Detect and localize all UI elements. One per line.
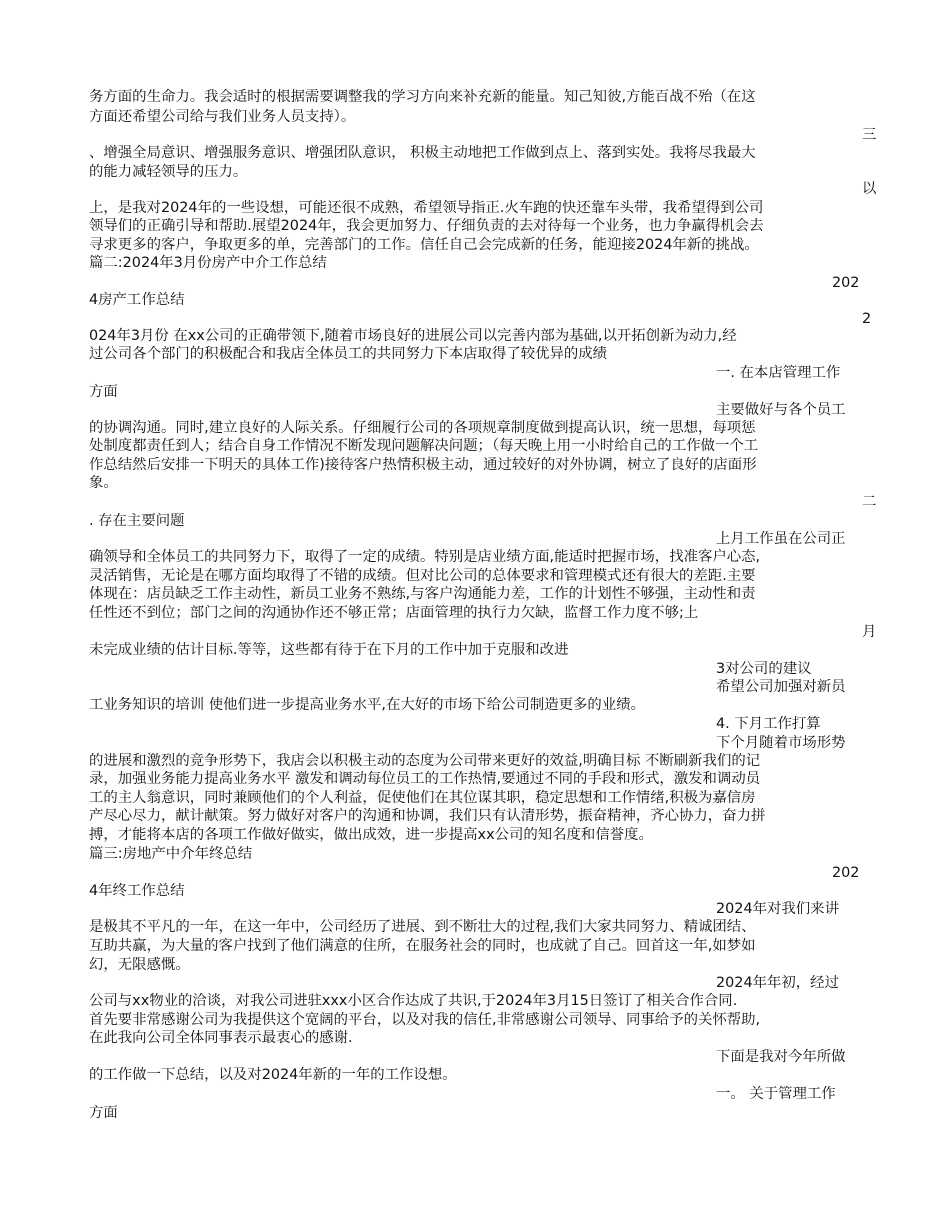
text-line: 方面 (89, 384, 118, 400)
text-line: 上，是我对2024年的一些设想，可能还很不成熟，希望领导指正.火车跑的快还靠车头带，我希望得到公司 (89, 200, 764, 216)
text-line: 作总结然后安排一下明天的具体工作)接待客户热情积极主动，通过较好的对外协调，树立了良好的店面形 (89, 457, 757, 473)
text-line: 方面还希望公司给与我们业务人员支持）。 (89, 109, 356, 125)
text-line: 4年终工作总结 (89, 883, 185, 899)
text-line: 202 (832, 865, 860, 881)
text-line: 上月工作虽在公司正 (716, 531, 846, 547)
text-line: . 存在主要问题 (89, 513, 185, 529)
text-line: 过公司各个部门的积极配合和我店全体员工的共同努力下本店取得了较优异的成绩 (89, 346, 608, 362)
text-line: 2024年对我们来讲 (716, 901, 839, 917)
text-line: 202 (832, 275, 860, 291)
text-line: 的协调沟通。同时,建立良好的人际关系。仔细履行公司的各项规章制度做到提高认识，统一思想，每项惩 (89, 420, 756, 436)
section-heading: 篇三:房地产中介年终总结 (89, 846, 253, 862)
text-line: 以 (862, 181, 877, 197)
section-heading: 篇二:2024年3月份房产中介工作总结 (89, 255, 327, 271)
text-line: 希望公司加强对新员 (716, 679, 846, 695)
text-line: 处制度都责任到人；结合自身工作情况不断发现问题解决问题；（每天晚上用一小时给自己的工作做一个工 (89, 438, 759, 454)
text-line: 寻求更多的客户，争取更多的单，完善部门的工作。信任自己会完成新的任务，能迎接2024年新的挑战。 (89, 237, 759, 253)
text-line: 二 (862, 494, 877, 510)
text-line: 一。 关于管理工作 (716, 1086, 836, 1102)
text-line: 灵活销售，无论是在哪方面均取得了不错的成绩。但对比公司的总体要求和管理模式还有很大的差距.主要 (89, 568, 756, 584)
text-line: 产尽心尽力，献计献策。努力做好对客户的沟通和协调，我们只有认清形势，振奋精神，齐心协力，奋力拼 (89, 808, 766, 824)
text-line: 月 (862, 624, 877, 640)
text-line: 主要做好与各个员工 (716, 402, 846, 418)
text-line: 024年3月份 在xx公司的正确带领下,随着市场良好的进展公司以完善内部为基础,以开拓创新为动力,经 (89, 328, 737, 344)
text-line: 4. 下月工作打算 (716, 716, 821, 732)
text-line: 的工作做一下总结，以及对2024年新的一年的工作设想。 (89, 1067, 457, 1083)
text-line: 工的主人翁意识，同时兼顾他们的个人利益，促使他们在其位谋其职，稳定思想和工作情绪,积极为嘉信房 (89, 790, 756, 806)
text-line: 方面 (89, 1105, 118, 1121)
text-line: 的能力减轻领导的压力。 (89, 164, 248, 180)
text-line: 搏，才能将本店的各项工作做好做实，做出成效，进一步提高xx公司的知名度和信誉度。 (89, 827, 653, 843)
text-line: 体现在：店员缺乏工作主动性，新员工业务不熟练,与客户沟通能力差，工作的计划性不够强，主动性和责 (89, 586, 756, 602)
text-line: 公司与xx物业的洽谈，对我公司进驻xxx小区合作达成了共识,于2024年3月15日签订了相关合作合同. (89, 993, 738, 1009)
text-line: 下面是我对今年所做 (716, 1049, 846, 1065)
text-line: 工业务知识的培训 使他们进一步提高业务水平,在大好的市场下给公司制造更多的业绩。 (89, 697, 645, 713)
text-line: 2 (862, 311, 872, 327)
text-line: 务方面的生命力。我会适时的根据需要调整我的学习方向来补充新的能量。知己知彼,方能百战不殆（在这 (89, 89, 756, 105)
text-line: 一. 在本店管理工作 (716, 365, 841, 381)
text-line: 互助共赢，为大量的客户找到了他们满意的住所，在服务社会的同时，也成就了自己。回首这一年,如梦如 (89, 938, 756, 954)
text-line: 首先要非常感谢公司为我提供这个宽阔的平台，以及对我的信任,非常感谢公司领导、同事给予的关怀帮助, (89, 1012, 761, 1028)
text-line: 幻，无限感慨。 (89, 957, 190, 973)
text-line: 是极其不平凡的一年，在这一年中，公司经历了进展、到不断壮大的过程,我们大家共同努力、精诚团结、 (89, 919, 756, 935)
text-line: 三 (862, 127, 877, 143)
text-line: 的进展和激烈的竞争形势下，我店会以积极主动的态度为公司带来更好的效益,明确目标 不断刷新我们的记 (89, 753, 761, 769)
text-line: 领导们的正确引导和帮助.展望2024年，我会更加努力、仔细负责的去对待每一个业务，也力争赢得机会去 (89, 218, 764, 234)
text-line: 任性还不到位；部门之间的沟通协作还不够正常；店面管理的执行力欠缺，监督工作力度不够;上 (89, 605, 699, 621)
text-line: 未完成业绩的估计目标.等等，这些都有待于在下月的工作中加于克服和改进 (89, 642, 569, 658)
text-line: 、增强全局意识、增强服务意识、增强团队意识， 积极主动地把工作做到点上、落到实处。我将尽我最大 (89, 145, 756, 161)
text-line: 2024年年初，经过 (716, 975, 839, 991)
text-line: 在此我向公司全体同事表示最衷心的感谢. (89, 1030, 353, 1046)
text-line: 3对公司的建议 (716, 661, 812, 677)
text-line: 确领导和全体员工的共同努力下，取得了一定的成绩。特别是店业绩方面,能适时把握市场，找准客户心态, (89, 549, 761, 565)
text-line: 录，加强业务能力提高业务水平 激发和调动每位员工的工作热情,要通过不同的手段和形式，激发和调动员 (89, 771, 761, 787)
text-line: 下个月随着市场形势 (716, 735, 846, 751)
text-line: 4房产工作总结 (89, 292, 185, 308)
text-line: 象。 (89, 475, 118, 491)
